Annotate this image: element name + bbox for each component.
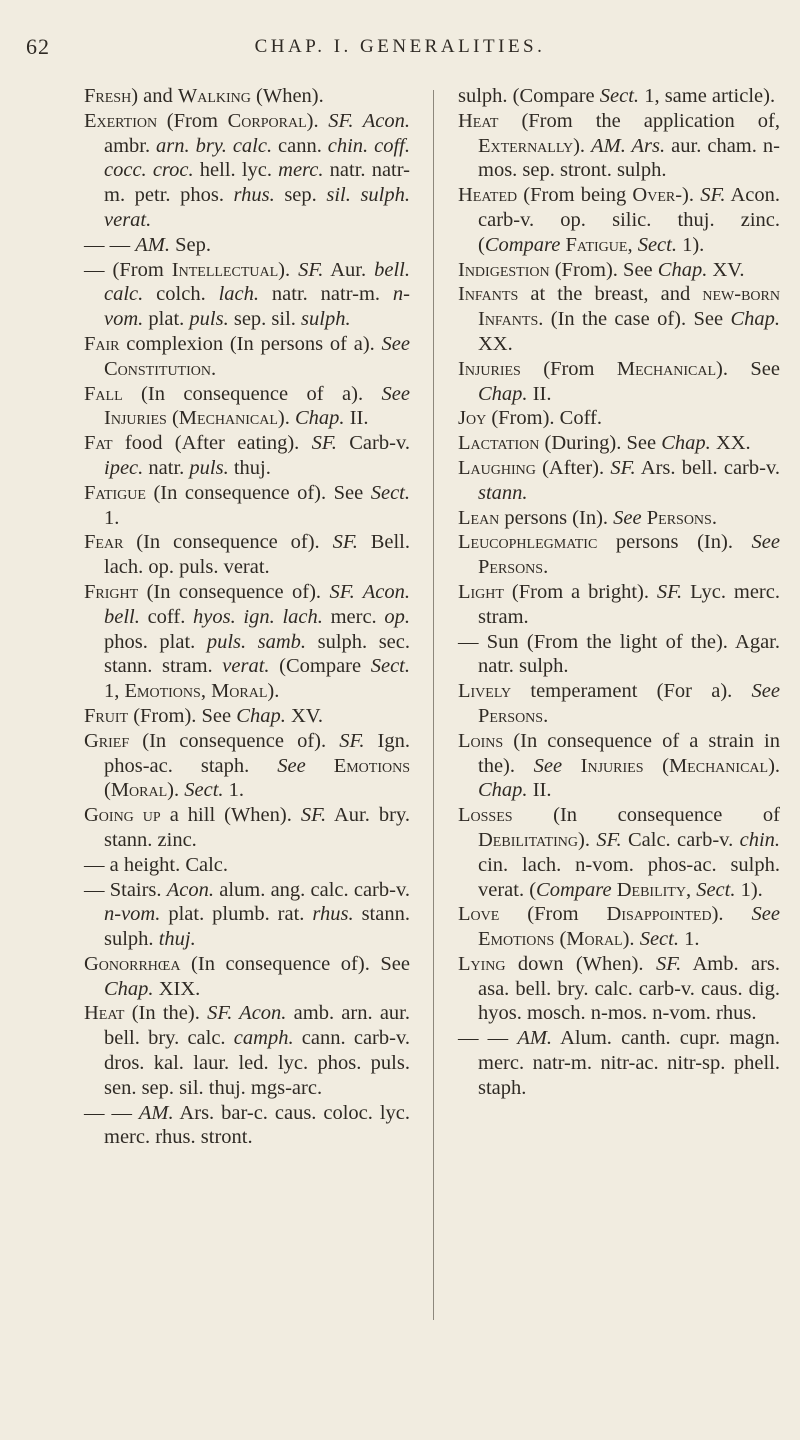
- index-entry: Heat (In the). SF. Acon. amb. arn. aur. bell. bry. calc. camph. cann. carb-v. dros. kal. laur. led. lyc. phos. puls. sen. sep. sil. thuj. mgs-arc.: [84, 1002, 411, 1099]
- index-entry: Fair complexion (In persons of a). See Constitution.: [84, 332, 410, 380]
- index-entry: Loins (In consequence of a strain in the). See Injuries (Mechanical). Chap. II.: [458, 729, 781, 802]
- index-entry: Leucophlegmatic persons (In). See Persons.: [458, 531, 780, 579]
- page-header: [0, 34, 800, 64]
- right-column: [458, 84, 780, 1101]
- index-entry: Injuries (From Mechanical). See Chap. II.: [458, 357, 780, 405]
- index-entry: Love (From Disappointed). See Emotions (Moral). Sect. 1.: [458, 903, 780, 951]
- index-entry: — a height. Calc.: [84, 853, 229, 876]
- index-entry: Fright (In consequence of). SF. Acon. bell. coff. hyos. ign. lach. merc. op. phos. plat. puls. samb. sulph. sec. stann. stram. verat. (Compare Sect. 1, Emotions, Moral).: [84, 580, 411, 703]
- index-entry: Fresh) and Walking (When).: [84, 85, 324, 107]
- index-entry: Lying down (When). SF. Amb. ars. asa. bell. bry. calc. carb-v. caus. dig. hyos. mosch. n-mos. n-vom. rhus.: [458, 952, 781, 1025]
- index-entry: Heated (From being Over-). SF. Acon. carb-v. op. silic. thuj. zinc. (Compare Fatigue, Sect. 1).: [458, 184, 781, 256]
- index-entry: Lively temperament (For a). See Persons.: [458, 680, 780, 727]
- index-entry: — — AM. Sep.: [84, 233, 211, 256]
- index-entry: Grief (In consequence of). SF. Ign. phos-ac. staph. See Emotions (Moral). Sect. 1.: [84, 729, 410, 802]
- index-entry: Fear (In consequence of). SF. Bell. lach. op. puls. verat.: [84, 531, 410, 579]
- index-entry: Fall (In consequence of a). See Injuries (Mechanical). Chap. II.: [84, 382, 410, 430]
- index-entry: — — AM. Ars. bar-c. caus. coloc. lyc. merc. rhus. stront.: [84, 1101, 410, 1149]
- index-entry: Joy (From). Coff.: [458, 407, 602, 430]
- running-head: CHAP. I. GENERALITIES.: [254, 36, 546, 57]
- left-column: [84, 84, 410, 1150]
- index-entry: Lean persons (In). See Persons.: [458, 506, 717, 529]
- index-entry: Light (From a bright). SF. Lyc. merc. stram.: [458, 580, 780, 628]
- index-entry: — Sun (From the light of the). Agar. natr. sulph.: [458, 630, 780, 678]
- index-entry: Losses (In consequence of Debilitating). SF. Calc. carb-v. chin. cin. lach. n-vom. phos-ac. sulph. verat. (Compare Debility, Sect. 1).: [458, 804, 781, 901]
- page-number: 62: [26, 34, 50, 59]
- index-entry: Fruit (From). See Chap. XV.: [84, 704, 324, 727]
- index-entry: — — AM. Alum. canth. cupr. magn. merc. natr-m. nitr-ac. nitr-sp. phell. staph.: [458, 1027, 781, 1099]
- index-entry: Exertion (From Corporal). SF. Acon. ambr. arn. bry. calc. cann. chin. coff. cocc. croc. hell. lyc. merc. natr. natr-m. petr. phos. rhus. sep. sil. sulph. verat.: [84, 109, 410, 231]
- index-entry: — (From Intellectual). SF. Aur. bell. calc. colch. lach. natr. natr-m. n-vom. plat. puls. sep. sil. sulph.: [84, 258, 411, 331]
- index-entry: Fatigue (In consequence of). See Sect. 1.: [84, 481, 410, 529]
- column-divider: [433, 90, 434, 1320]
- index-entry: sulph. (Compare Sect. 1, same article).: [458, 85, 776, 107]
- index-entry: Heat (From the application of, Externally). AM. Ars. aur. cham. n-mos. sep. stront. sulph.: [458, 109, 780, 182]
- index-entry: Lactation (During). See Chap. XX.: [458, 432, 751, 455]
- index-entry: Going up a hill (When). SF. Aur. bry. stann. zinc.: [84, 804, 410, 851]
- index-entry: Fat food (After eating). SF. Carb-v. ipec. natr. puls. thuj.: [84, 432, 410, 479]
- index-entry: Laughing (After). SF. Ars. bell. carb-v. stann.: [458, 456, 781, 504]
- index-entry: Gonorrhœa (In consequence of). See Chap. XIX.: [84, 952, 410, 1000]
- index-entry: Indigestion (From). See Chap. XV.: [458, 258, 745, 281]
- index-entry: — Stairs. Acon. alum. ang. calc. carb-v. n-vom. plat. plumb. rat. rhus. stann. sulph. thuj.: [84, 878, 410, 951]
- index-entry: Infants at the breast, and new-born Infants. (In the case of). See Chap. XX.: [458, 283, 780, 355]
